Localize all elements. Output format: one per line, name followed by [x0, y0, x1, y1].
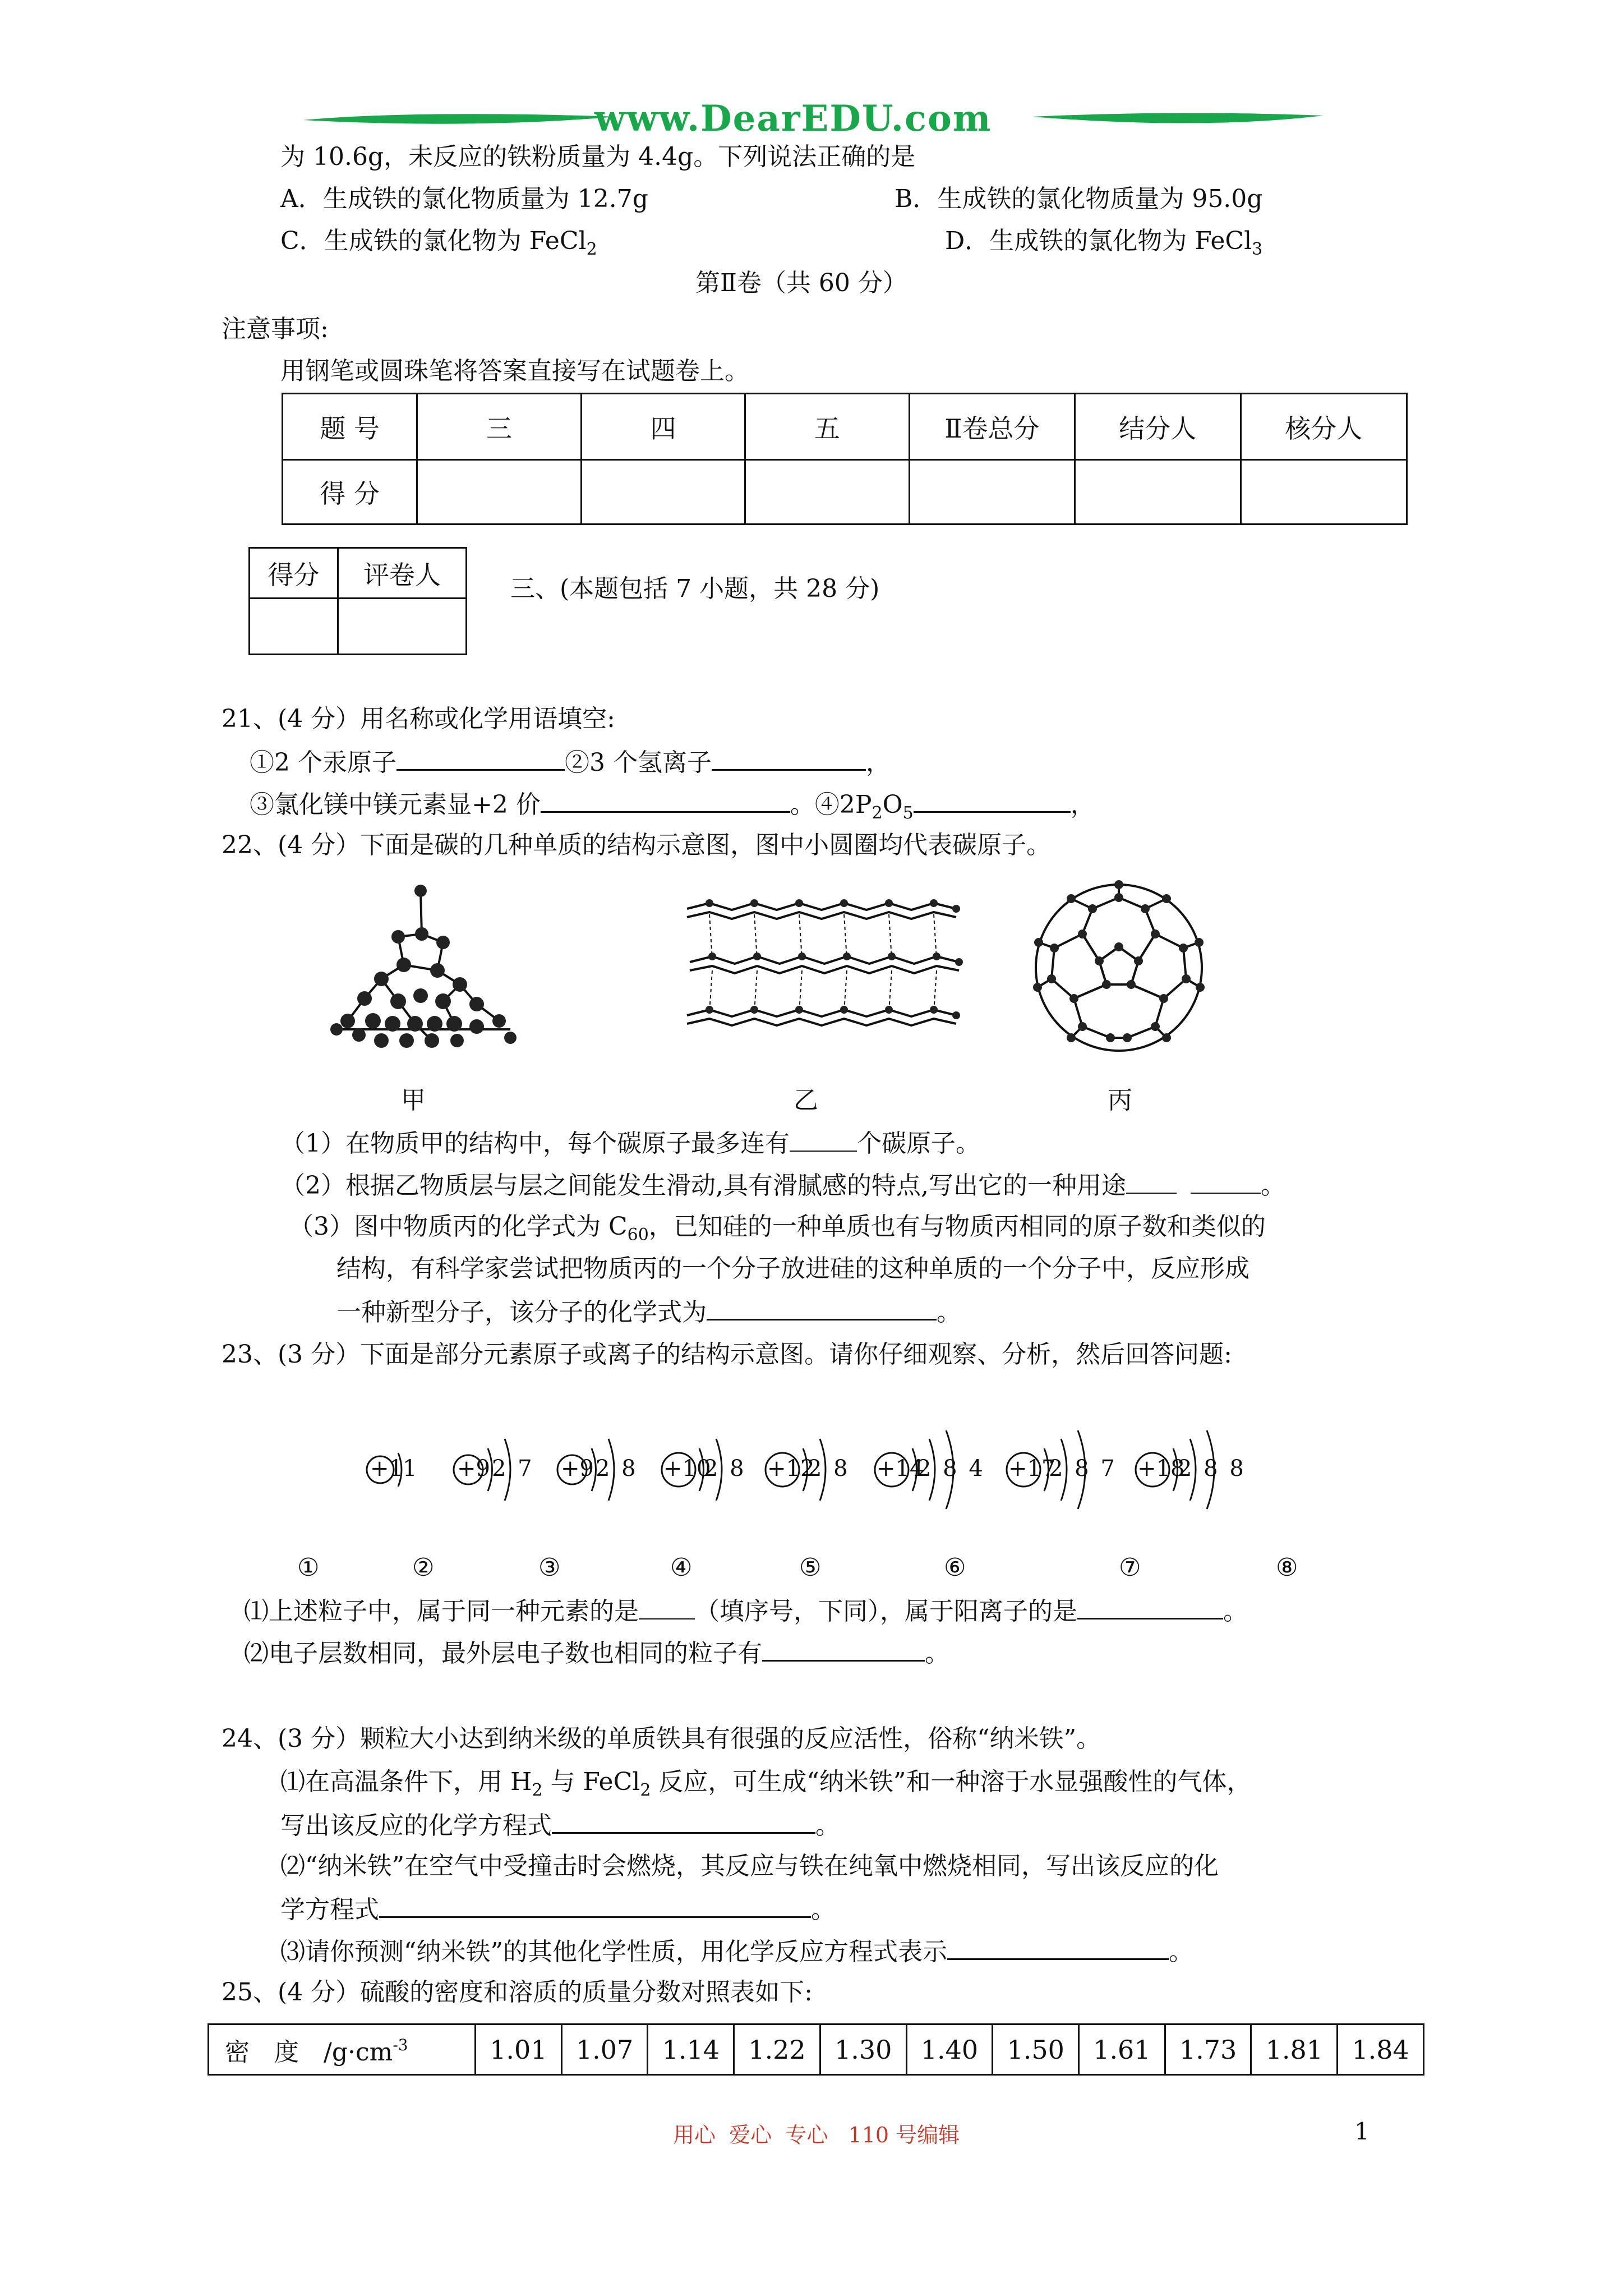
atom-diagram-4: +10 2 8: [659, 1414, 754, 1526]
q21-stem: 21、(4 分）用名称或化学用语填空:: [222, 705, 615, 733]
score-cell[interactable]: [745, 460, 909, 524]
density-value: 1.61: [1079, 2024, 1165, 2075]
density-value: 1.30: [820, 2024, 906, 2075]
atom-diagram-3: +9 2 8: [555, 1414, 645, 1526]
q22-stem: 22、(4 分）下面是碳的几种单质的结构示意图，图中小圆圈均代表碳原子。: [222, 831, 1052, 859]
q23-blank-2[interactable]: [1077, 1593, 1223, 1619]
q23-sub2: ⑵电子层数相同，最外层电子数也相同的粒子有 。: [244, 1635, 949, 1671]
notice-text: 用钢笔或圆珠笔将答案直接写在试题卷上。: [280, 357, 749, 385]
score-header-checker: 核分人: [1241, 394, 1407, 460]
figure-label-jia: 甲: [401, 1086, 426, 1115]
q21-blank-4[interactable]: [914, 786, 1071, 813]
q20-stem-cont: 为 10.6g，未反应的铁粉质量为 4.4g。下列说法正确的是: [280, 142, 916, 171]
q24-sub1-line1: ⑴在高温条件下，用 $H_2$ 与 FeCl$_2$ 反应，可生成“纳米铁”和一种溶于水显强酸性的气体，: [280, 1768, 1252, 1800]
score-row-label: 得 分: [283, 460, 417, 524]
atom-structure-row: [359, 1414, 1312, 1526]
particle-number-2: ②: [412, 1553, 435, 1582]
density-value: 1.14: [648, 2024, 734, 2075]
q23-sub1: ⑴上述粒子中，属于同一种元素的是 （填序号，下同），属于阳离子的是 。: [244, 1593, 1248, 1628]
score-header-3: 三: [417, 394, 581, 460]
q24-blank-3[interactable]: [947, 1934, 1169, 1960]
q22-blank-2a[interactable]: [1126, 1168, 1177, 1194]
atom-diagram-8: +18 2 8 8: [1133, 1414, 1256, 1526]
particle-number-6: ⑥: [944, 1553, 966, 1582]
q21-blank-1[interactable]: [396, 744, 565, 771]
q24-sub3: ⑶请你预测“纳米铁”的其他化学性质，用化学反应方程式表示 。: [280, 1934, 1193, 1969]
score-cell[interactable]: [1241, 460, 1407, 524]
q20-option-b: B．生成铁的氯化物质量为 95.0g: [895, 185, 1263, 213]
q23-blank-1[interactable]: [639, 1594, 695, 1619]
score-cell[interactable]: [417, 460, 581, 524]
particle-number-5: ⑤: [799, 1553, 822, 1582]
q23-stem: 23、(3 分）下面是部分元素原子或离子的结构示意图。请你仔细观察、分析，然后回答问题:: [222, 1340, 1232, 1369]
notice-label: 注意事项:: [222, 315, 329, 343]
diamond-structure-figure: [325, 881, 527, 1055]
density-value: 1.40: [906, 2024, 993, 2075]
grader-score-label: 得分: [250, 548, 338, 599]
q22-part2: （2）根据乙物质层与层之间能发生滑动,具有滑腻感的特点,写出它的一种用途 。: [280, 1168, 1285, 1203]
q22-part3-line2: 结构，有科学家尝试把物质丙的一个分子放进硅的这种单质的一个分子中，反应形成: [336, 1254, 1249, 1283]
q23-blank-3[interactable]: [762, 1635, 925, 1662]
q22-part3-line1: （3）图中物质丙的化学式为 $C_{60}$，已知硅的一种单质也有与物质丙相同的原子数和类似的: [289, 1212, 1266, 1245]
q22-blank-1[interactable]: [790, 1126, 857, 1152]
particle-number-7: ⑦: [1119, 1553, 1141, 1582]
score-header-label: 题 号: [283, 394, 417, 460]
q22-part1: （1）在物质甲的结构中，每个碳原子最多连有 个碳原子。: [280, 1126, 980, 1161]
score-cell[interactable]: [581, 460, 745, 524]
header-banner: [303, 98, 1324, 146]
score-header-4: 四: [581, 394, 745, 460]
part3-title: 三、(本题包括 7 小题，共 28 分): [510, 574, 880, 603]
atom-diagram-6: +14 2 8 4: [872, 1414, 995, 1526]
q21-line1: ①2 个汞原子 ②3 个氢离子 ，: [250, 744, 891, 780]
graphite-structure-figure: [676, 892, 979, 1043]
density-value: 1.84: [1338, 2024, 1424, 2075]
score-table: [282, 393, 1408, 525]
q22-part3-line3: 一种新型分子，该分子的化学式为 。: [336, 1294, 961, 1329]
atom-diagram-1: +1 1: [365, 1414, 432, 1526]
density-row-label: 密 度 $/g\cdot cm^{-3}$: [209, 2024, 476, 2075]
footer-editor-note: 用心 爱心 专心 110 号编辑: [673, 2123, 960, 2147]
grader-box: [248, 547, 467, 655]
q20-option-c: C．生成铁的氯化物为 FeCl$_2$: [280, 227, 597, 259]
score-header-5: 五: [745, 394, 909, 460]
q20-option-a: A．生成铁的氯化物质量为 12.7g: [280, 185, 648, 213]
figure-label-yi: 乙: [794, 1086, 818, 1115]
q25-stem: 25、(4 分）硫酸的密度和溶质的质量分数对照表如下:: [222, 1978, 813, 2007]
header-swoosh-left: [303, 109, 617, 131]
score-header-tallier: 结分人: [1075, 394, 1241, 460]
q21-blank-3[interactable]: [541, 786, 790, 813]
atom-diagram-5: +12 2 8: [763, 1414, 858, 1526]
atom-diagram-2: +9 2 7: [451, 1414, 541, 1526]
q24-blank-2[interactable]: [379, 1892, 811, 1918]
q24-sub1-line2: 写出该反应的化学方程式 。: [280, 1807, 840, 1843]
q24-sub2-line1: ⑵“纳米铁”在空气中受撞击时会燃烧，其反应与铁在纯氧中燃烧相同，写出该反应的化: [280, 1852, 1219, 1880]
page-number: 1: [1354, 2118, 1370, 2145]
q24-stem: 24、(3 分）颗粒大小达到纳米级的单质铁具有很强的反应活性，俗称“纳米铁”。: [222, 1724, 1101, 1753]
grader-name-cell[interactable]: [338, 599, 467, 655]
figure-label-bing: 丙: [1108, 1086, 1132, 1115]
density-value: 1.50: [993, 2024, 1079, 2075]
density-value: 1.73: [1165, 2024, 1251, 2075]
density-value: 1.07: [561, 2024, 648, 2075]
density-value: 1.01: [476, 2024, 562, 2075]
q20-option-d: D．生成铁的氯化物为 FeCl$_3$: [945, 227, 1263, 259]
grader-score-cell[interactable]: [250, 599, 338, 655]
q22-blank-3[interactable]: [707, 1294, 937, 1320]
particle-number-1: ①: [297, 1553, 320, 1582]
particle-number-3: ③: [538, 1553, 561, 1582]
q22-blank-2b[interactable]: [1191, 1168, 1261, 1194]
q24-sub2-line2: 学方程式 。: [280, 1892, 836, 1927]
q21-line2: ③氯化镁中镁元素显+2 价 。$④2P_2O_5$ ，: [250, 786, 1095, 830]
site-logo-text: www.DearEDU.com: [594, 98, 992, 140]
c60-structure-figure: [1026, 875, 1211, 1060]
density-value: 1.81: [1251, 2024, 1338, 2075]
header-swoosh-right: [1032, 109, 1324, 131]
section2-title: 第Ⅱ卷（共 60 分）: [695, 269, 907, 297]
density-value: 1.22: [734, 2024, 820, 2075]
score-cell[interactable]: [1075, 460, 1241, 524]
score-cell[interactable]: [909, 460, 1075, 524]
density-table: [208, 2023, 1424, 2076]
atom-diagram-7: +17 2 8 7: [1004, 1414, 1127, 1526]
q21-blank-2[interactable]: [712, 744, 866, 771]
grader-name-label: 评卷人: [338, 548, 467, 599]
score-header-total: Ⅱ卷总分: [909, 394, 1075, 460]
q24-blank-1[interactable]: [552, 1807, 815, 1834]
particle-number-4: ④: [670, 1553, 693, 1582]
particle-number-8: ⑧: [1276, 1553, 1298, 1582]
